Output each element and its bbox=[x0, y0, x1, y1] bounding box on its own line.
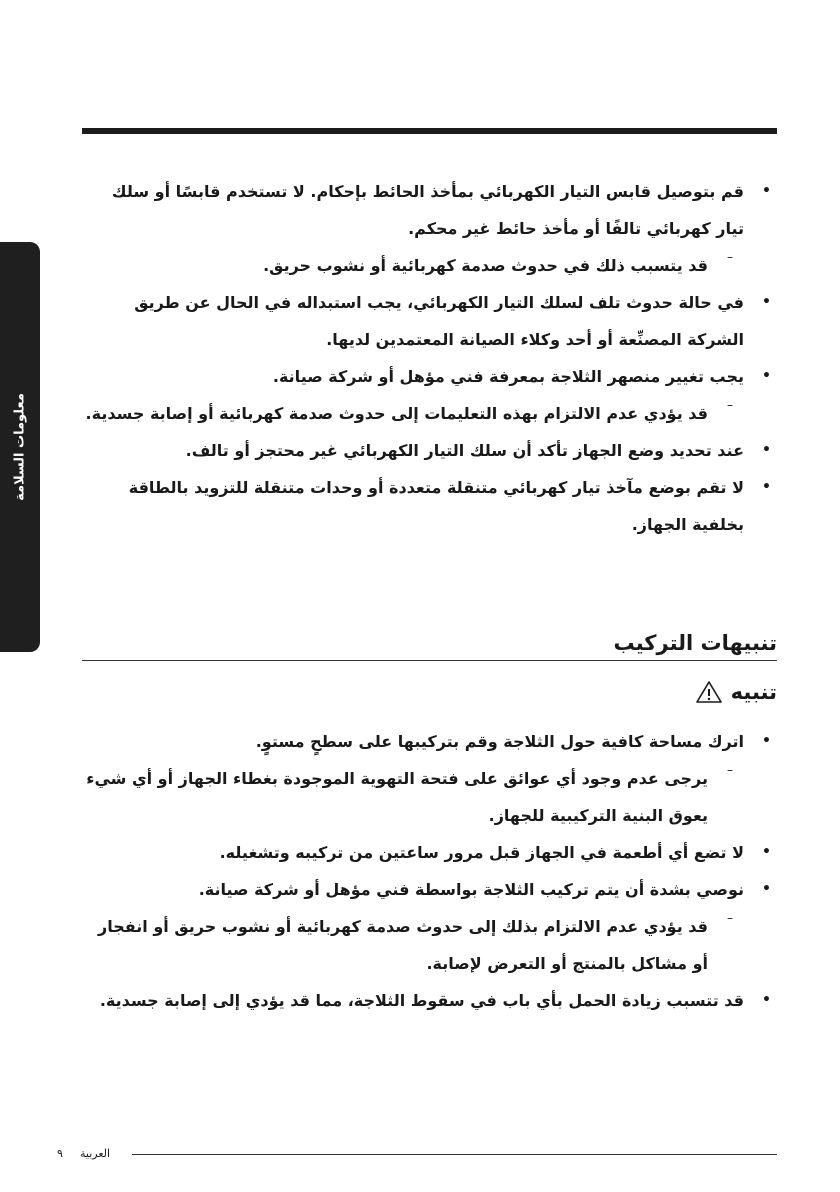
list-item: • قد تتسبب زيادة الحمل بأي باب في سقوط الثلاجة، مما قد يؤدي إلى إصابة جسدية. bbox=[82, 982, 777, 1019]
footer-rule bbox=[132, 1154, 777, 1155]
list-item: • قم بتوصيل قابس التيار الكهربائي بمأخذ الحائط بإحكام. لا تستخدم قابسًا أو سلك تيار كهربائي تالفًا أو مأخذ حائط غير محكم. bbox=[82, 173, 777, 247]
list-item: • لا تقم بوضع مآخذ تيار كهربائي متنقلة متعددة أو وحدات متنقلة للتزويد بالطاقة بخلفية الجهاز. bbox=[82, 469, 777, 543]
footer-language: العربية bbox=[80, 1147, 111, 1160]
list-subitem: – قد يؤدي عدم الالتزام بهذه التعليمات إلى حدوث صدمة كهربائية أو إصابة جسدية. bbox=[82, 395, 777, 432]
list-item: • نوصي بشدة أن يتم تركيب الثلاجة بواسطة فني مؤهل أو شركة صيانة. bbox=[82, 871, 777, 908]
safety-list-electrical bbox=[82, 173, 777, 543]
section-title: تنبيهات التركيب bbox=[82, 626, 777, 661]
list-subitem: – قد يتسبب ذلك في حدوث صدمة كهربائية أو نشوب حريق. bbox=[82, 247, 777, 284]
list-item: • لا تضع أي أطعمة في الجهاز قبل مرور ساعتين من تركيبه وتشغيله. bbox=[82, 834, 777, 871]
top-rule bbox=[82, 128, 777, 134]
side-tab bbox=[0, 242, 40, 652]
caution-heading bbox=[82, 675, 777, 709]
list-item: • يجب تغيير منصهر الثلاجة بمعرفة فني مؤهل أو شركة صيانة. bbox=[82, 358, 777, 395]
page-number: ٩ bbox=[57, 1147, 63, 1160]
warning-triangle-icon bbox=[695, 680, 723, 704]
side-tab-label: معلومات السلامة bbox=[12, 393, 28, 501]
list-item: • في حالة حدوث تلف لسلك التيار الكهربائي، يجب استبداله في الحال عن طريق الشركة المصنِّعة أو أحد وكلاء الصيانة المعتمدين لديها. bbox=[82, 284, 777, 358]
list-item: • عند تحديد وضع الجهاز تأكد أن سلك التيار الكهربائي غير محتجز أو تالف. bbox=[82, 432, 777, 469]
installation-caution-list bbox=[82, 723, 777, 1019]
list-item: • اترك مساحة كافية حول الثلاجة وقم بتركيبها على سطحٍ مستوٍ. bbox=[82, 723, 777, 760]
list-subitem: – يرجى عدم وجود أي عوائق على فتحة التهوية الموجودة بغطاء الجهاز أو أي شيء يعوق البنية التركيبية للجهاز. bbox=[82, 760, 777, 834]
list-subitem: – قد يؤدي عدم الالتزام بذلك إلى حدوث صدمة كهربائية أو نشوب حريق أو انفجار أو مشاكل بالمنتج أو التعرض لإصابة. bbox=[82, 908, 777, 982]
caution-label: تنبيه bbox=[730, 680, 777, 704]
